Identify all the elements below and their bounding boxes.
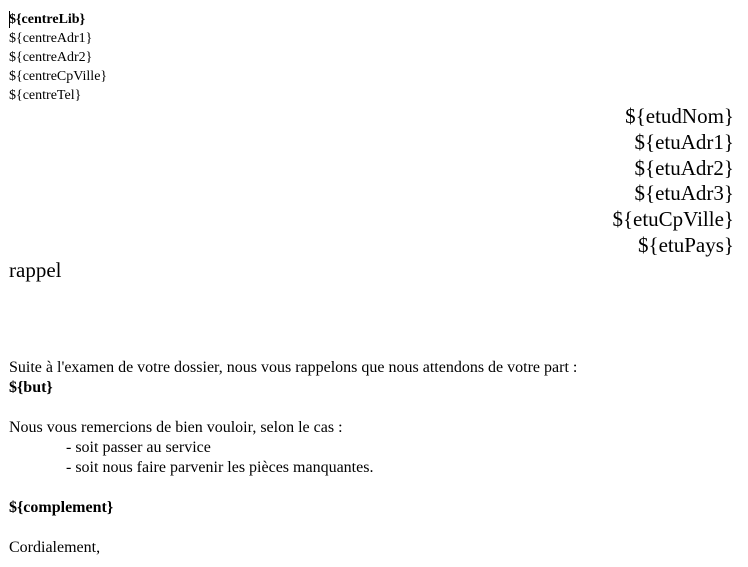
remerciement-paragraph: Nous vous remercions de bien vouloir, selon le cas : [9,419,343,436]
recipient-address-3: ${etuAdr3} [634,181,734,206]
sender-tel: ${centreTel} [9,88,82,103]
recipient-address-1: ${etuAdr1} [634,129,734,154]
complement-placeholder: ${complement} [9,499,114,516]
sender-cp-ville: ${centreCpVille} [9,69,108,84]
but-placeholder: ${but} [9,379,53,396]
letter-body [9,358,739,558]
letter-subject: rappel [9,258,62,282]
recipient-cp-ville: ${etuCpVille} [612,207,734,232]
recipient-name: ${etudNom} [625,104,734,128]
option-item-2: - soit nous faire parvenir les pièces manquantes. [66,459,374,476]
sender-address-1: ${centreAdr1} [9,31,93,46]
recipient-block [612,104,734,259]
paragraph-spacer [9,518,739,538]
paragraph-spacer [9,478,739,498]
sender-name: ${centreLib} [9,12,86,27]
intro-paragraph: Suite à l'examen de votre dossier, nous vous rappelons que nous attendons de votre part : [9,359,578,376]
paragraph-spacer [9,398,739,418]
recipient-pays: ${etuPays} [638,232,734,257]
recipient-address-2: ${etuAdr2} [634,155,734,180]
sender-address-2: ${centreAdr2} [9,50,93,65]
option-item-1: - soit passer au service [66,439,211,456]
closing-line: Cordialement, [9,539,101,556]
sender-block [9,10,107,105]
